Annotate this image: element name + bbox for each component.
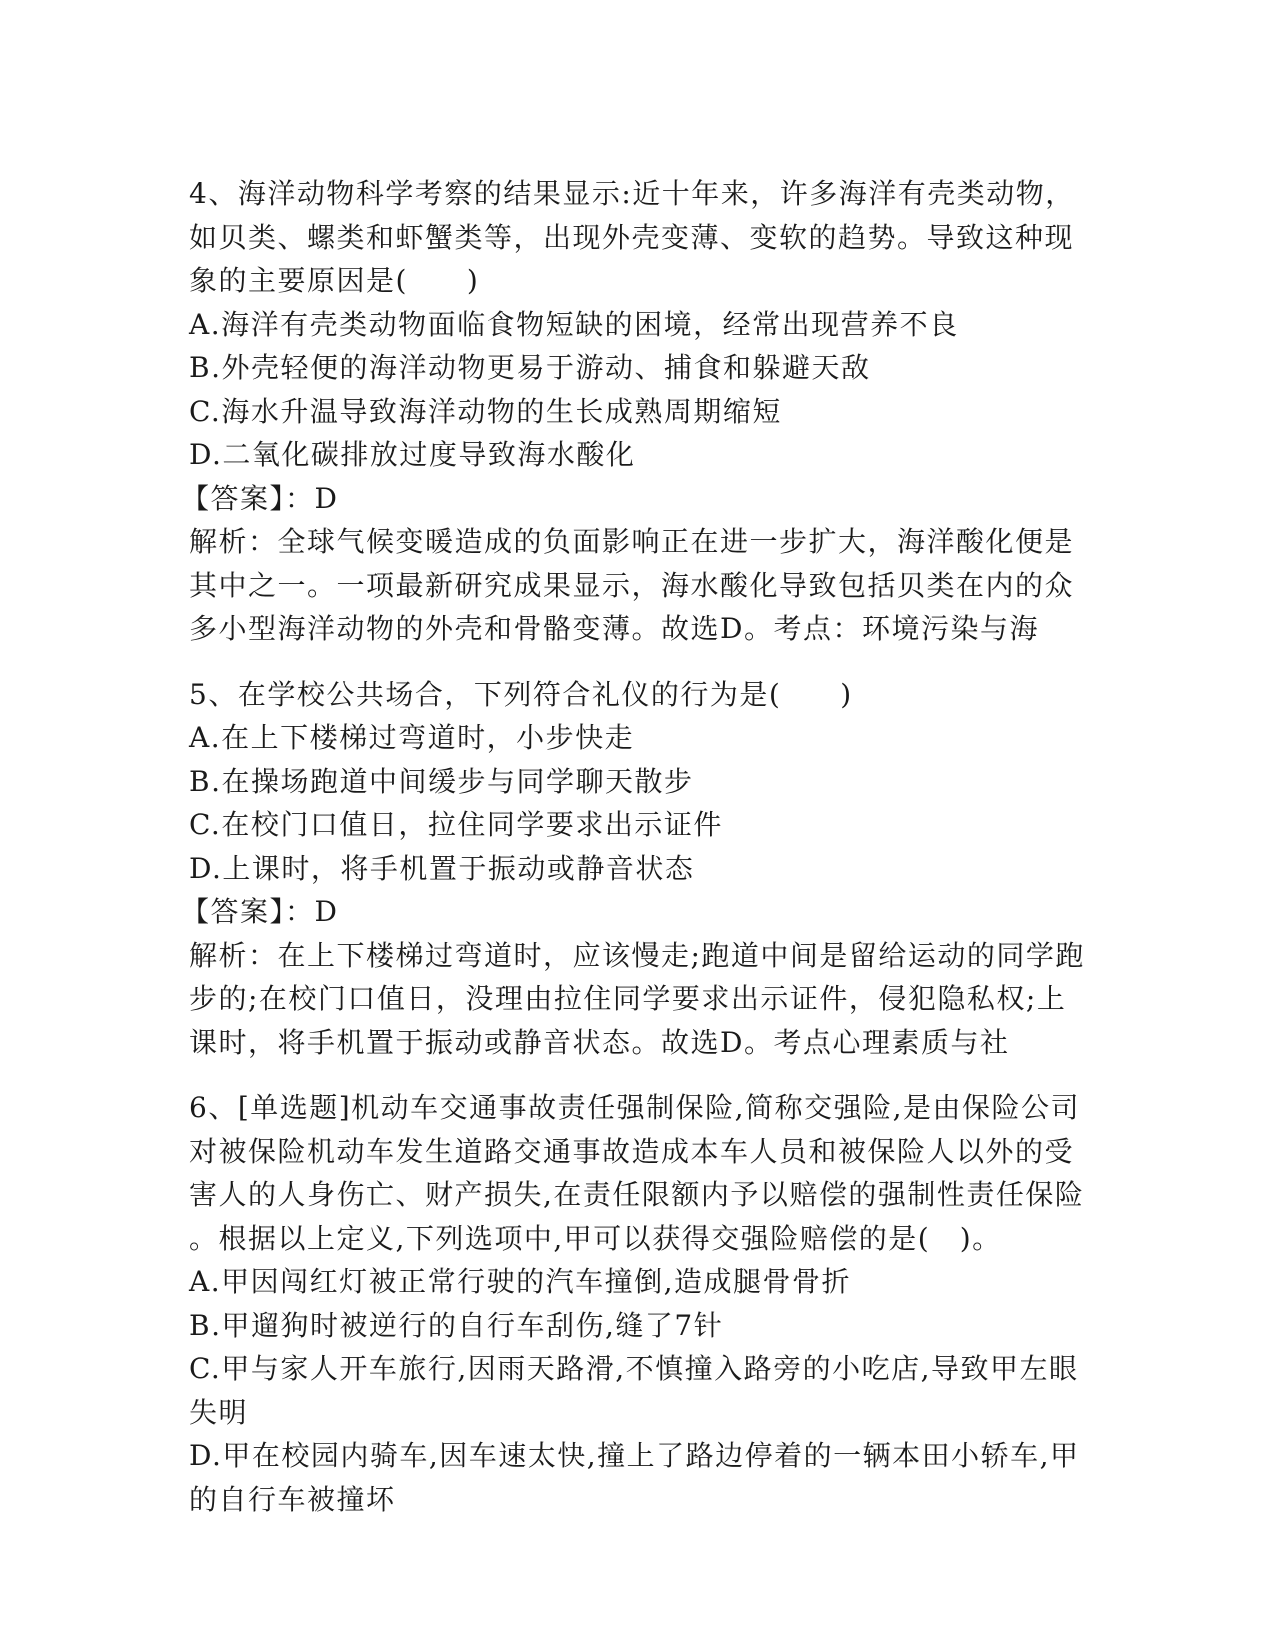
question-4 [181, 172, 1089, 651]
analysis-line: 步的;在校门口值日，没理由拉住同学要求出示证件，侵犯隐私权;上 [189, 982, 1067, 1015]
option-c: C.海水升温导致海洋动物的生长成熟周期缩短 [189, 394, 782, 428]
option-d: D.上课时，将手机置于振动或静音状态 [189, 851, 695, 885]
analysis-line: 解析：全球气候变暖造成的负面影响正在进一步扩大，海洋酸化便是 [189, 525, 1075, 558]
analysis-line: 多小型海洋动物的外壳和骨骼变薄。故选D。考点：环境污染与海 [189, 612, 1039, 645]
question-stem-line: 5、在学校公共场合，下列符合礼仪的行为是( ) [189, 677, 853, 711]
option-b: B.外壳轻便的海洋动物更易于游动、捕食和躲避天敌 [189, 351, 871, 384]
option-d-continued: 的自行车被撞坏 [189, 1482, 396, 1516]
question-5 [181, 673, 1089, 1065]
document-content [181, 172, 1089, 1543]
question-stem-line: 象的主要原因是( ) [189, 264, 480, 297]
answer-label: 【答案】：D [181, 481, 339, 515]
question-stem-line: 害人的人身伤亡、财产损失,在责任限额内予以赔偿的强制性责任保险 [189, 1178, 1085, 1211]
option-b: B.在操场跑道中间缓步与同学聊天散步 [189, 764, 694, 798]
option-a: A.甲因闯红灯被正常行驶的汽车撞倒,造成腿骨骨折 [189, 1265, 852, 1298]
question-stem-line: 如贝类、螺类和虾蟹类等，出现外壳变薄、变软的趋势。导致这种现 [189, 220, 1075, 254]
question-stem-line: 4、海洋动物科学考察的结果显示:近十年来，许多海洋有壳类动物， [189, 177, 1075, 210]
option-a: A.在上下楼梯过弯道时，小步快走 [189, 721, 635, 754]
option-d: D.甲在校园内骑车,因车速太快,撞上了路边停着的一辆本田小轿车,甲 [189, 1439, 1080, 1472]
answer-label: 【答案】：D [181, 895, 339, 928]
option-b: B.甲遛狗时被逆行的自行车刮伤,缝了7针 [189, 1308, 724, 1342]
analysis-line: 其中之一。一项最新研究成果显示，海水酸化导致包括贝类在内的众 [189, 568, 1075, 602]
option-c: C.甲与家人开车旅行,因雨天路滑,不慎撞入路旁的小吃店,导致甲左眼 [189, 1352, 1079, 1385]
analysis-line: 课时，将手机置于振动或静音状态。故选D。考点心理素质与社 [189, 1025, 1010, 1059]
question-stem-line: 。根据以上定义,下列选项中,甲可以获得交强险赔偿的是( )。 [189, 1221, 1002, 1255]
analysis-line: 解析：在上下楼梯过弯道时，应该慢走;跑道中间是留给运动的同学跑 [189, 938, 1085, 972]
option-d: D.二氧化碳排放过度导致海水酸化 [189, 438, 636, 471]
option-c-continued: 失明 [189, 1395, 249, 1429]
question-6 [189, 1086, 1089, 1521]
option-c: C.在校门口值日，拉住同学要求出示证件 [189, 808, 723, 841]
option-a: A.海洋有壳类动物面临食物短缺的困境，经常出现营养不良 [189, 307, 959, 341]
question-stem-line: 6、[单选题]机动车交通事故责任强制保险,简称交强险,是由保险公司 [189, 1091, 1080, 1124]
question-stem-line: 对被保险机动车发生道路交通事故造成本车人员和被保险人以外的受 [189, 1134, 1075, 1168]
